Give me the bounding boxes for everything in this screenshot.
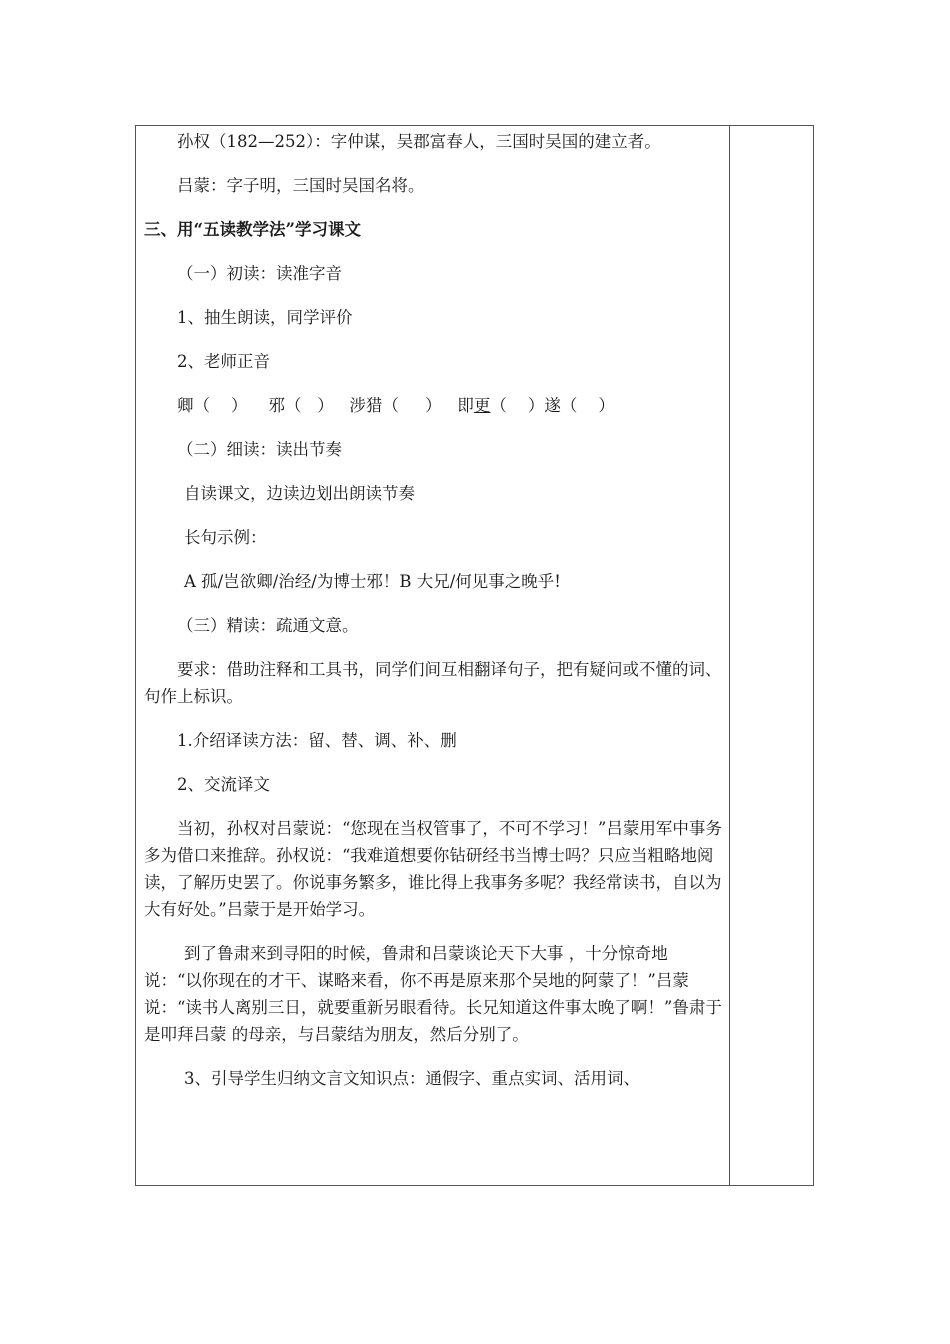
requirement: 要求：借助注释和工具书，同学们间互相翻译句子，把有疑问或不懂的词、句作上标识。 <box>144 660 722 706</box>
pronunciation-line: 卿（ ） 邪（ ） 涉猎（ ） 即更（ ）遂（ ） <box>177 396 615 415</box>
method2: 2、交流译文 <box>177 775 270 794</box>
translation-paragraph-2: 到了鲁肃来到寻阳的时候，鲁肃和吕蒙谈论天下大事 ，十分惊奇地说：“以你现在的才干、谋略来看，你不再是原来那个吴地的阿蒙了！”吕蒙说：“读书人离别三日，就要重新另眼看待。长兄知道这件事太晚了啊！”鲁肃于是叩拜吕蒙 的母亲，与吕蒙结为朋友，然后分别了。 <box>144 944 722 1044</box>
step1-item2: 2、老师正音 <box>177 352 270 371</box>
section-heading: 三、用“五读教学法”学习课文 <box>144 220 361 239</box>
translation-paragraph-1: 当初，孙权对吕蒙说：“您现在当权管事了，不可不学习！”吕蒙用军中事务多为借口来推辞。孙权说：“我难道想要你钻研经书当博士吗？只应当粗略地阅读，了解历史罢了。你说事务繁多，谁比得上我事务多呢？我经常读书，自以为大有好处。”吕蒙于是开始学习。 <box>144 819 722 919</box>
step3-heading: （三）精读：疏通文意。 <box>177 616 359 635</box>
step2-item1: 自读课文，边读边划出朗读节奏 <box>184 484 415 503</box>
step2-heading: （二）细读：读出节奏 <box>177 440 342 459</box>
step1-item1: 1、抽生朗读，同学评价 <box>177 308 353 327</box>
main-cell <box>144 126 722 1092</box>
lu-meng-note: 吕蒙：字子明，三国时吴国名将。 <box>177 176 425 195</box>
step2-example: A 孤/岂欲卿/治经/为博士邪！B 大兄/何见事之晚乎! <box>184 572 561 591</box>
method3: 3、引导学生归纳文言文知识点：通假字、重点实词、活用词、 <box>184 1069 640 1088</box>
column-divider <box>729 126 730 1185</box>
step2-item2: 长句示例： <box>184 528 267 547</box>
sun-quan-note: 孙权（182—252）：字仲谋，吴郡富春人，三国时吴国的建立者。 <box>177 132 661 151</box>
step1-heading: （一）初读：读准字音 <box>177 264 342 283</box>
method1: 1.介绍译读方法：留、替、调、补、删 <box>177 731 457 750</box>
lesson-table <box>135 125 814 1186</box>
underlined-char: 更 <box>473 396 491 415</box>
